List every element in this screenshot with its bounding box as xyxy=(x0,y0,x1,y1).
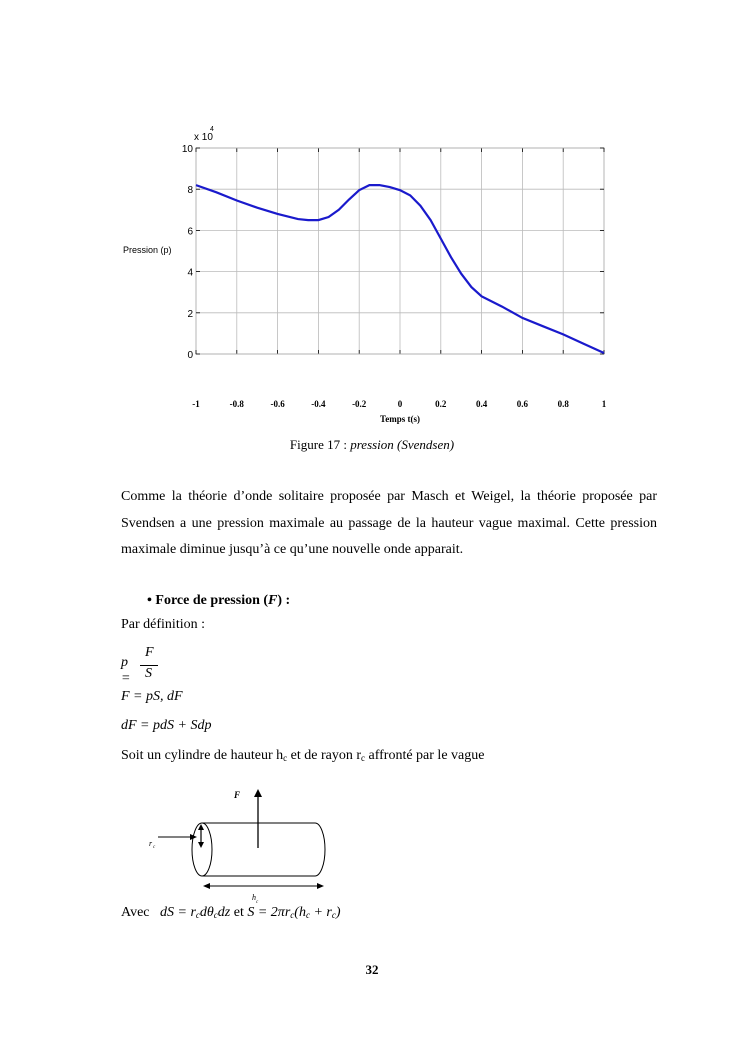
height-arrow-right xyxy=(317,883,324,889)
section-title-start: Force de pression ( xyxy=(155,593,269,608)
y-multiplier-exponent: 4 xyxy=(210,126,214,133)
x-tick-labels xyxy=(192,399,607,409)
figure-caption xyxy=(0,437,744,453)
y-axis-label: Pression (p) xyxy=(123,245,172,255)
caption-title: pression (Svendsen) xyxy=(350,437,455,452)
sentence-part2: et de rayon r xyxy=(287,748,361,763)
label-r-sub: c xyxy=(153,845,156,850)
avec-eq2: $S = 2\pi r_c(h_c + r_c)$ xyxy=(247,905,341,920)
section-title-var: F xyxy=(268,593,278,608)
force-arrowhead xyxy=(254,789,262,797)
page-number: 32 xyxy=(365,962,379,977)
label-F: F xyxy=(234,790,241,800)
y-tick-label: 8 xyxy=(187,185,193,197)
y-tick-label: 10 xyxy=(181,144,193,155)
x-tick-label: 0.8 xyxy=(557,399,569,409)
equation-p-denominator: S xyxy=(145,666,152,681)
equation-force: F = pS, dF xyxy=(121,689,183,704)
avec-et: et xyxy=(233,905,244,920)
x-tick-label: -0.8 xyxy=(229,399,244,409)
y-tick-label: 4 xyxy=(187,267,193,279)
equation-dforce: dF = pdS + Sdp xyxy=(121,718,212,733)
x-tick-label: -0.4 xyxy=(311,399,326,409)
avec-word: Avec xyxy=(121,905,150,920)
radius-arrowhead-bottom xyxy=(198,842,204,848)
equation-p-numerator: F xyxy=(145,645,154,660)
sentence-sub2: c xyxy=(361,753,365,763)
cylinder-sentence xyxy=(121,748,484,764)
y-tick-label: 6 xyxy=(187,226,193,238)
y-tick-label: 0 xyxy=(187,350,193,361)
x-axis-label: Temps t(s) xyxy=(380,414,420,424)
label-r: r xyxy=(149,839,153,848)
y-multiplier: x 10 xyxy=(194,132,213,143)
x-tick-label: 0.6 xyxy=(516,399,529,409)
body-paragraph: Comme la théorie d’onde solitaire proposée par Masch et Weigel, la théorie proposée par Svendsen a une pression maximale au passage de la hauteur vague maximal. Cette pression maximale diminue jusqu’à ce qu’une nouvelle onde apparait. xyxy=(121,489,657,557)
chart-grid xyxy=(196,148,604,354)
label-h-sub: c xyxy=(256,900,259,905)
caption-prefix: Figure 17 : xyxy=(289,437,347,452)
section-title-end: ) : xyxy=(277,593,291,608)
avec-eq1: dS = $r_cd\theta_cdz$ xyxy=(160,905,231,920)
height-arrow-left xyxy=(203,883,210,889)
x-tick-label: 0.4 xyxy=(475,399,488,409)
sentence-part1: Soit un cylindre de hauteur h xyxy=(121,748,284,763)
y-tick-labels xyxy=(182,144,194,361)
x-tick-label: 0.2 xyxy=(435,399,447,409)
cylinder-front-face xyxy=(192,823,212,876)
equation-p-lhs: p = xyxy=(121,655,131,686)
section-title xyxy=(147,593,290,609)
definition-line: Par définition : xyxy=(121,617,205,632)
x-tick-label: 1 xyxy=(601,399,607,409)
label-h: h xyxy=(252,893,256,902)
x-tick-label: -0.2 xyxy=(352,399,367,409)
sentence-sub1: c xyxy=(283,753,288,763)
x-tick-label: -0.6 xyxy=(270,399,285,409)
y-tick-label: 2 xyxy=(187,308,193,320)
pressure-chart xyxy=(110,118,630,428)
x-tick-label: 0 xyxy=(397,399,403,409)
radius-arrowhead-top xyxy=(198,824,204,830)
sentence-part3: affronté par le vague xyxy=(365,748,485,763)
avec-line xyxy=(121,905,341,921)
bullet-glyph: • xyxy=(147,593,152,608)
cylinder-diagram xyxy=(140,786,340,916)
x-tick-label: -1 xyxy=(192,399,200,409)
cylinder-back-face xyxy=(315,823,325,876)
